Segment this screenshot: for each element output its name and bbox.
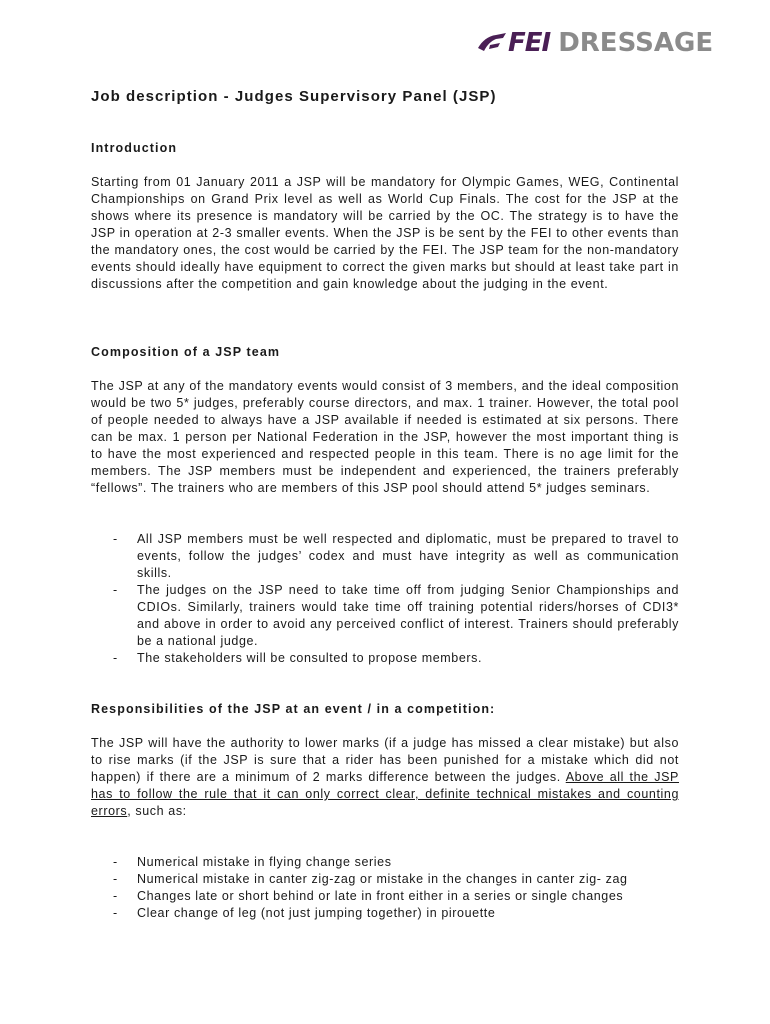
responsibilities-text: The JSP will have the authority to lower marks (if a judge has missed a clear mistake) but also to rise marks (if the JSP is sure that a rider has been punished for a mistake which did not happen) if there are a minimum of 2 marks difference between the judges. [91, 736, 679, 784]
list-item-text: Changes late or short behind or late in front either in a series or single changes [137, 889, 624, 903]
fei-dressage-logo [476, 28, 713, 58]
document-title: Job description - Judges Supervisory Panel (JSP) [91, 88, 497, 105]
responsibilities-heading: Responsibilities of the JSP at an event / in a competition: [91, 702, 496, 716]
list-item: - Changes late or short behind or late in front either in a series or single changes [113, 889, 624, 903]
responsibilities-text-tail: , such as: [127, 804, 187, 818]
list-item-text: Numerical mistake in flying change series [137, 855, 392, 869]
list-item-text: Numerical mistake in canter zig-zag or mistake in the changes in canter zig- zag [137, 872, 628, 886]
list-item: - Numerical mistake in canter zig-zag or mistake in the changes in canter zig- zag [113, 872, 628, 886]
responsibilities-paragraph [91, 735, 679, 820]
list-item-text: All JSP members must be well respected and diplomatic, must be prepared to travel to events, follow the judges’ codex and must have integrity as well as communication skills. [137, 532, 679, 580]
list-item: - Numerical mistake in flying change series [113, 855, 392, 869]
composition-paragraph: The JSP at any of the mandatory events would consist of 3 members, and the ideal composition would be two 5* judges, preferably course directors, and max. 1 trainer. However, the total pool of people needed to always have a JSP available if needed is estimated at six persons. There can be max. 1 person per National Federation in the JSP, however the most important thing is to have the most experienced and respected people in this team. There is no age limit for the members. The JSP members must be independent and experienced, the trainers preferably “fellows”. The trainers who are members of this JSP pool should attend 5* judges seminars. [91, 379, 679, 495]
list-item-text: The judges on the JSP need to take time off from judging Senior Championships and CDIOs. Similarly, trainers would take time off training potential riders/horses of CDI3* and above in order to avoid any perceived conflict of interest. Trainers should preferably be a national judge. [137, 583, 679, 648]
composition-bullet-list [113, 531, 679, 667]
introduction-heading: Introduction [91, 141, 178, 155]
logo-fei-text: FEI [508, 28, 551, 58]
composition-heading: Composition of a JSP team [91, 345, 281, 359]
list-item: - Clear change of leg (not just jumping together) in pirouette [113, 906, 496, 920]
list-item-text: The stakeholders will be consulted to propose members. [137, 651, 483, 665]
list-item: - The stakeholders will be consulted to propose members. [113, 651, 483, 665]
list-item: - The judges on the JSP need to take time off from judging Senior Championships and CDIOs. Similarly, trainers would take time off training potential riders/horses of CDI3* and above in order to avoid any perceived conflict of interest. Trainers should preferably be a national judge. [113, 583, 679, 648]
list-item-text: Clear change of leg (not just jumping together) in pirouette [137, 906, 496, 920]
responsibilities-underlined-text: Above all the JSP has to follow the rule that it can only correct clear, definite technical mistakes and counting errors [91, 770, 679, 818]
list-item: - All JSP members must be well respected and diplomatic, must be prepared to travel to events, follow the judges’ codex and must have integrity as well as communication skills. [113, 532, 679, 580]
introduction-paragraph: Starting from 01 January 2011 a JSP will be mandatory for Olympic Games, WEG, Continental Championships on Grand Prix level as well as World Cup Finals. The cost for the JSP at the shows where its presence is mandatory will be carried by the OC. The strategy is to have the JSP in operation at 2-3 smaller events. When the JSP is be sent by the FEI to other events than the mandatory ones, the cost would be carried by the FEI. The JSP team for the non-mandatory events should ideally have equipment to correct the given marks but should at least take part in discussions after the competition and gain knowledge about the judging in the event. [91, 175, 679, 291]
logo-dressage-text: DRESSAGE [558, 28, 714, 58]
horse-jump-icon [476, 31, 510, 55]
responsibilities-bullet-list [113, 854, 679, 922]
